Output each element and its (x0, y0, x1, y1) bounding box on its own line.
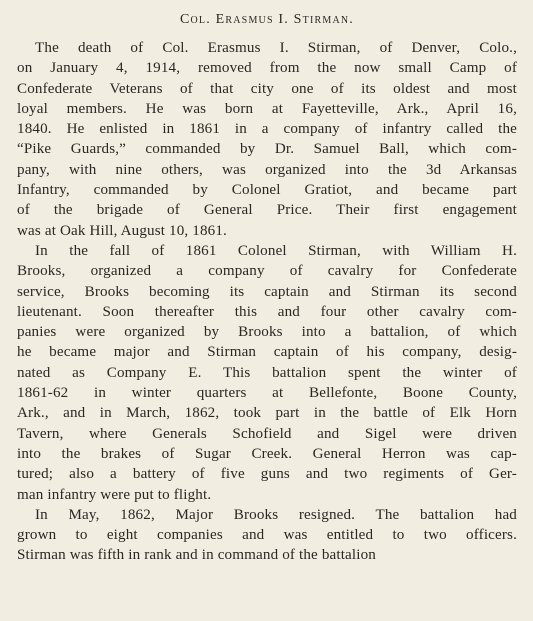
text-line: of the brigade of General Price. Their first engagement (17, 202, 517, 219)
text-line: Ark., and in March, 1862, took part in the battle of Elk Horn (17, 405, 517, 422)
text-line: was at Oak Hill, August 10, 1861. (17, 222, 227, 239)
text-line: “Pike Guards,” commanded by Dr. Samuel Ball, which com- (17, 141, 517, 158)
text-line: pany, with nine others, was organized into the 3d Arkansas (17, 161, 517, 178)
text-line: Infantry, commanded by Colonel Gratiot, and became part (17, 182, 517, 199)
text-line: into the brakes of Sugar Creek. General Herron was cap- (17, 445, 517, 462)
article-title: Col. Erasmus I. Stirman. (179, 12, 355, 27)
paragraph (17, 505, 517, 566)
text-line: Confederate Veterans of that city one of its oldest and most (17, 80, 517, 97)
text-line: on January 4, 1914, removed from the now small Camp of (17, 60, 517, 77)
text-line: 1861-62 in winter quarters at Bellefonte, Boone County, (17, 385, 517, 402)
text-line: lieutenant. Soon thereafter this and four other cavalry com- (17, 303, 517, 320)
text-line: In the fall of 1861 Colonel Stirman, with William H. (35, 242, 517, 259)
text-line: service, Brooks becoming its captain and Stirman its second (17, 283, 517, 300)
paragraph (17, 241, 517, 505)
text-line: nated as Company E. This battalion spent the winter of (17, 364, 517, 381)
text-line: The death of Col. Erasmus I. Stirman, of Denver, Colo., (35, 40, 517, 56)
text-line: Brooks, organized a company of cavalry for Confederate (17, 263, 517, 280)
text-line: panies were organized by Brooks into a battalion, of which (17, 324, 517, 341)
text-line: Tavern, where Generals Schofield and Sigel were driven (17, 425, 517, 442)
text-line: he became major and Stirman captain of his company, desig- (17, 344, 517, 361)
text-line: tured; also a battery of five guns and two regiments of Ger- (17, 466, 517, 483)
article-body (17, 38, 517, 566)
text-line: grown to eight companies and was entitled to two officers. (17, 527, 517, 544)
text-line: man infantry were put to flight. (17, 486, 212, 503)
text-line: In May, 1862, Major Brooks resigned. The battalion had (35, 506, 517, 523)
paragraph (17, 38, 517, 241)
text-line: Stirman was fifth in rank and in command of the battalion (17, 547, 376, 564)
text-line: loyal members. He was born at Fayetteville, Ark., April 16, (17, 100, 517, 117)
text-line: 1840. He enlisted in 1861 in a company of infantry called the (17, 121, 517, 138)
